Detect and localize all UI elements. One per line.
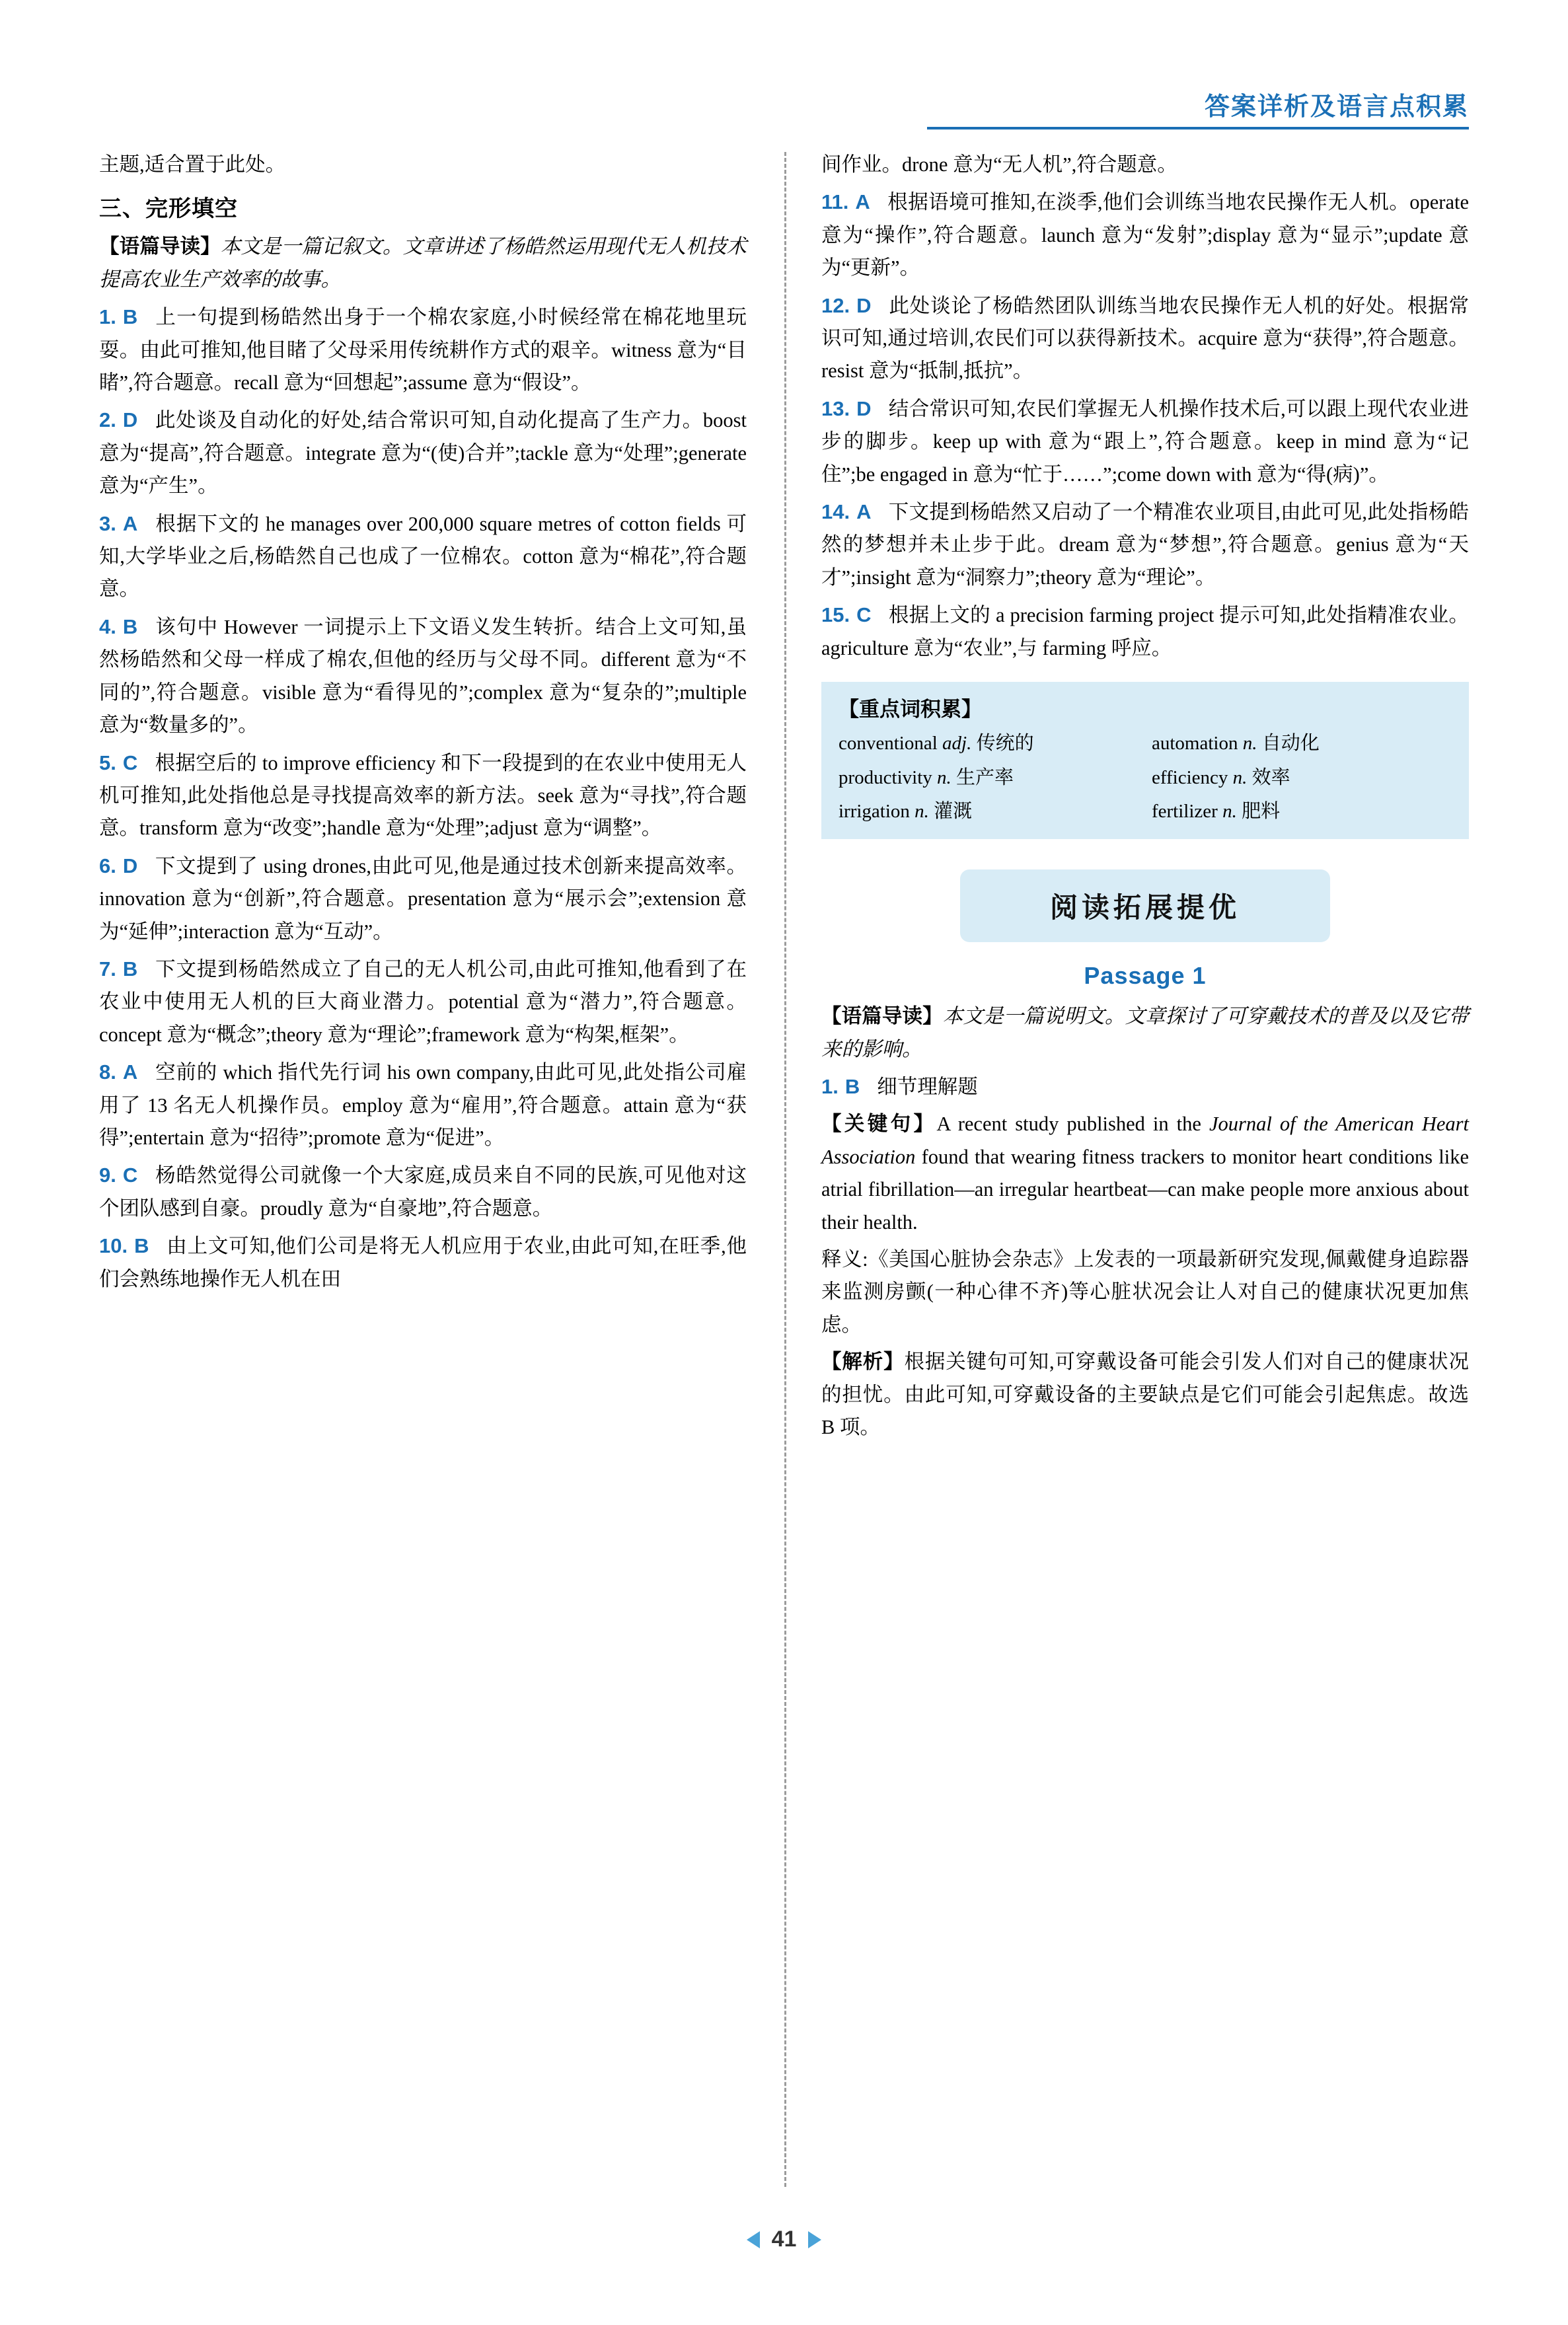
two-column-body xyxy=(99,149,1469,2217)
question-number: 1. xyxy=(821,1074,839,1098)
passage-title: Passage 1 xyxy=(1084,962,1207,990)
question-type: 细节理解题 xyxy=(877,1075,978,1098)
vocab-meaning: 灌溉 xyxy=(934,801,973,823)
item-explanation: 根据上文的 a precision farming project 提示可知,此处指精准农业。agriculture 意为“农业”,与 farming 呼应。 xyxy=(821,604,1469,659)
vocab-word: productivity xyxy=(839,766,932,788)
answer-item xyxy=(99,507,747,606)
answer-item xyxy=(99,953,747,1051)
vocab-meaning: 效率 xyxy=(1251,766,1290,788)
question-heading xyxy=(821,1070,1469,1103)
item-answer: B xyxy=(134,1234,149,1258)
answer-item xyxy=(99,1230,747,1296)
key-sentence-paragraph xyxy=(821,1108,1469,1239)
column-divider xyxy=(784,152,786,2187)
key-sentence-pre: A recent study published in the xyxy=(936,1113,1209,1136)
item-number: 7. xyxy=(99,957,116,980)
answer-item xyxy=(99,301,747,399)
gloss-text: 《美国心脏协会杂志》上发表的一项最新研究发现,佩戴健身追踪器来监测房颤(一种心律不齐)等心脏状况会让人对自己的健康状况更加焦虑。 xyxy=(821,1248,1469,1336)
item-answer: B xyxy=(122,957,138,980)
question-answer: B xyxy=(844,1074,860,1098)
answer-item xyxy=(821,392,1469,491)
vocab-entry xyxy=(839,766,1139,791)
vocab-pos: adj. xyxy=(942,733,972,755)
vocab-pos: n. xyxy=(1232,766,1248,788)
vocab-entry xyxy=(839,799,1139,825)
item-number: 13. xyxy=(821,396,850,420)
item-explanation: 该句中 However 一词提示上下文语义发生转折。结合上文可知,虽然杨皓然和父母一样成了棉农,但他的经历与父母不同。different 意为“不同的”,符合题意。visible 意为“看得见的”;complex 意为“复杂的”;multiple 意为“数量多的”。 xyxy=(99,615,747,737)
header-title: 答案详析及语言点积累 xyxy=(1204,93,1469,121)
item-number: 10. xyxy=(99,1234,128,1258)
item-answer: B xyxy=(122,614,138,638)
item-answer: A xyxy=(856,500,872,524)
item-answer: A xyxy=(855,190,870,214)
section-banner xyxy=(960,869,1330,942)
item-explanation: 根据空后的 to improve efficiency 和下一段提到的在农业中使用无人机可推知,此处指他总是寻找提高效率的新方法。seek 意为“寻找”,符合题意。transform 意为“改变”;handle 意为“处理”;adjust 意为“调整”。 xyxy=(99,751,747,840)
page-header xyxy=(1205,86,1469,122)
item-explanation: 下文提到了 using drones,由此可见,他是通过技术创新来提高效率。innovation 意为“创新”,符合题意。presentation 意为“展示会”;extension 意为“延伸”;interaction 意为“互动”。 xyxy=(99,854,747,943)
answer-item xyxy=(99,610,747,742)
answer-item xyxy=(821,496,1469,594)
vocab-entry xyxy=(1152,731,1452,757)
item-answer: C xyxy=(122,751,138,774)
lead-text: 本文是一篇记叙文。文章讲述了杨皓然运用现代无人机技术提高农业生产效率的故事。 xyxy=(99,235,747,291)
vocab-pos: n. xyxy=(915,801,929,823)
answer-item xyxy=(821,289,1469,388)
answer-item xyxy=(821,599,1469,665)
item-number: 1. xyxy=(99,305,116,329)
vocab-word: efficiency xyxy=(1152,766,1228,788)
item-explanation: 下文提到杨皓然又启动了一个精准农业项目,由此可见,此处指杨皓然的梦想并未止步于此。dream 意为“梦想”,符合题意。genius 意为“天才”;insight 意为“洞察力”;theory 意为“理论”。 xyxy=(821,501,1469,589)
lead-label: 【语篇导读】 xyxy=(99,235,221,258)
item-answer: D xyxy=(122,854,138,877)
item-answer: D xyxy=(856,396,872,420)
item-explanation: 空前的 which 指代先行词 his own company,由此可见,此处指公司雇用了 13 名无人机操作员。employ 意为“雇用”,符合题意。attain 意为“获得”;entertain 意为“招待”;promote 意为“促进”。 xyxy=(99,1061,747,1149)
item-explanation: 根据下文的 he manages over 200,000 square metres of cotton fields 可知,大学毕业之后,杨皓然自己也成了一位棉农。cotton 意为“棉花”,符合题意。 xyxy=(99,512,747,601)
carryover-text: 间作业。drone 意为“无人机”,符合题意。 xyxy=(821,153,1177,176)
gloss-label: 释义: xyxy=(821,1248,868,1271)
item-explanation: 根据语境可推知,在淡季,他们会训练当地农民操作无人机。operate 意为“操作”,符合题意。launch 意为“发射”;display 意为“显示”;update 意为“更新”。 xyxy=(821,191,1469,279)
item-answer: D xyxy=(122,408,138,432)
key-sentence-post: found that wearing fitness trackers to monitor heart conditions like atrial fibrillation—an irregular heartbeat—can make people more anxious about their health. xyxy=(821,1145,1469,1234)
lead-paragraph xyxy=(99,231,747,296)
item-number: 3. xyxy=(99,511,116,535)
item-answer: D xyxy=(856,293,872,317)
item-answer: A xyxy=(122,511,138,535)
item-answer: B xyxy=(122,305,138,329)
item-number: 4. xyxy=(99,614,116,638)
item-explanation: 此处谈及自动化的好处,结合常识可知,自动化提高了生产力。boost 意为“提高”,符合题意。integrate 意为“(使)合并”;tackle 意为“处理”;generate 意为“产生”。 xyxy=(99,409,747,498)
vocab-meaning: 传统的 xyxy=(976,733,1034,755)
left-column xyxy=(99,149,747,1300)
item-explanation: 杨皓然觉得公司就像一个大家庭,成员来自不同的民族,可见他对这个团队感到自豪。proudly 意为“自豪地”,符合题意。 xyxy=(99,1164,747,1220)
item-answer: A xyxy=(122,1060,138,1084)
passage-lead-text: 本文是一篇说明文。文章探讨了可穿戴技术的普及以及它带来的影响。 xyxy=(821,1005,1470,1060)
vocab-meaning: 肥料 xyxy=(1242,801,1281,823)
item-number: 14. xyxy=(821,500,850,524)
item-answer: C xyxy=(122,1163,138,1187)
item-answer: C xyxy=(856,603,872,627)
item-explanation: 下文提到杨皓然成立了自己的无人机公司,由此可推知,他看到了在农业中使用无人机的巨大商业潜力。potential 意为“潜力”,符合题意。concept 意为“概念”;theory 意为“理论”;framework 意为“构架,框架”。 xyxy=(99,957,747,1046)
section-banner-label: 阅读拓展提优 xyxy=(1049,892,1240,924)
item-number: 9. xyxy=(99,1163,116,1187)
analysis-paragraph xyxy=(821,1346,1469,1444)
answer-item xyxy=(99,1056,747,1154)
carryover-text: 主题,适合置于此处。 xyxy=(99,153,286,176)
item-number: 5. xyxy=(99,751,116,774)
vocab-entry xyxy=(1152,766,1452,791)
passage-lead-paragraph xyxy=(821,1000,1469,1066)
answer-item xyxy=(821,186,1469,284)
vocab-word: irrigation xyxy=(839,801,910,823)
key-sentence-journal-title: Journal of the American Heart Association xyxy=(821,1113,1469,1168)
analysis-text: 根据关键句可知,可穿戴设备可能会引发人们对自己的健康状况的担忧。由此可知,可穿戴设备的主要缺点是它们可能会引起焦虑。故选 B 项。 xyxy=(821,1350,1469,1439)
answer-item xyxy=(99,747,747,845)
answer-item xyxy=(99,1159,747,1225)
key-sentence-label: 【关键句】 xyxy=(821,1113,937,1136)
page-number: 41 xyxy=(771,2227,797,2252)
item-number: 6. xyxy=(99,854,116,877)
vocab-grid xyxy=(839,731,1452,825)
left-arrow-icon xyxy=(747,2231,760,2248)
item-number: 15. xyxy=(821,603,850,627)
header-rule xyxy=(927,127,1469,129)
vocab-entry xyxy=(839,731,1139,757)
right-arrow-icon xyxy=(808,2231,821,2248)
vocab-word: automation xyxy=(1152,733,1238,755)
vocab-pos: n. xyxy=(1242,733,1257,755)
item-number: 2. xyxy=(99,408,116,432)
answer-item xyxy=(99,850,747,948)
vocab-meaning: 自动化 xyxy=(1261,733,1320,755)
gloss-paragraph xyxy=(821,1243,1469,1341)
vocab-pos: n. xyxy=(937,766,952,788)
page-footer xyxy=(0,2227,1568,2252)
item-number: 12. xyxy=(821,293,850,317)
key-vocabulary-box xyxy=(821,682,1469,839)
vocab-word: fertilizer xyxy=(1152,801,1218,823)
right-column xyxy=(821,149,1469,1448)
item-explanation: 上一句提到杨皓然出身于一个棉农家庭,小时候经常在棉花地里玩耍。由此可推知,他目睹了父母采用传统耕作方式的艰辛。witness 意为“目睹”,符合题意。recall 意为“回想起”;assume 意为“假设”。 xyxy=(99,306,747,394)
item-explanation: 结合常识可知,农民们掌握无人机操作技术后,可以跟上现代农业进步的脚步。keep up with 意为“跟上”,符合题意。keep in mind 意为“记住”;be engaged in 意为“忙于……”;come down with 意为“得(病)”。 xyxy=(821,397,1469,486)
analysis-label: 【解析】 xyxy=(821,1350,905,1374)
item-number: 8. xyxy=(99,1060,116,1084)
section-title-cloze: 三、完形填空 xyxy=(99,196,238,222)
passage-lead-label: 【语篇导读】 xyxy=(821,1005,943,1028)
item-number: 11. xyxy=(821,190,849,214)
vocab-word: conventional xyxy=(839,733,938,755)
vocab-meaning: 生产率 xyxy=(956,766,1014,788)
item-explanation: 此处谈论了杨皓然团队训练当地农民操作无人机的好处。根据常识可知,通过培训,农民们可以获得新技术。acquire 意为“获得”,符合题意。resist 意为“抵制,抵抗”。 xyxy=(821,294,1469,383)
vocab-box-title: 【重点词积累】 xyxy=(839,698,982,721)
answer-item xyxy=(99,404,747,502)
item-explanation: 由上文可知,他们公司是将无人机应用于农业,由此可知,在旺季,他们会熟练地操作无人机在田 xyxy=(99,1235,747,1290)
vocab-pos: n. xyxy=(1222,801,1237,823)
vocab-entry xyxy=(1152,799,1452,825)
